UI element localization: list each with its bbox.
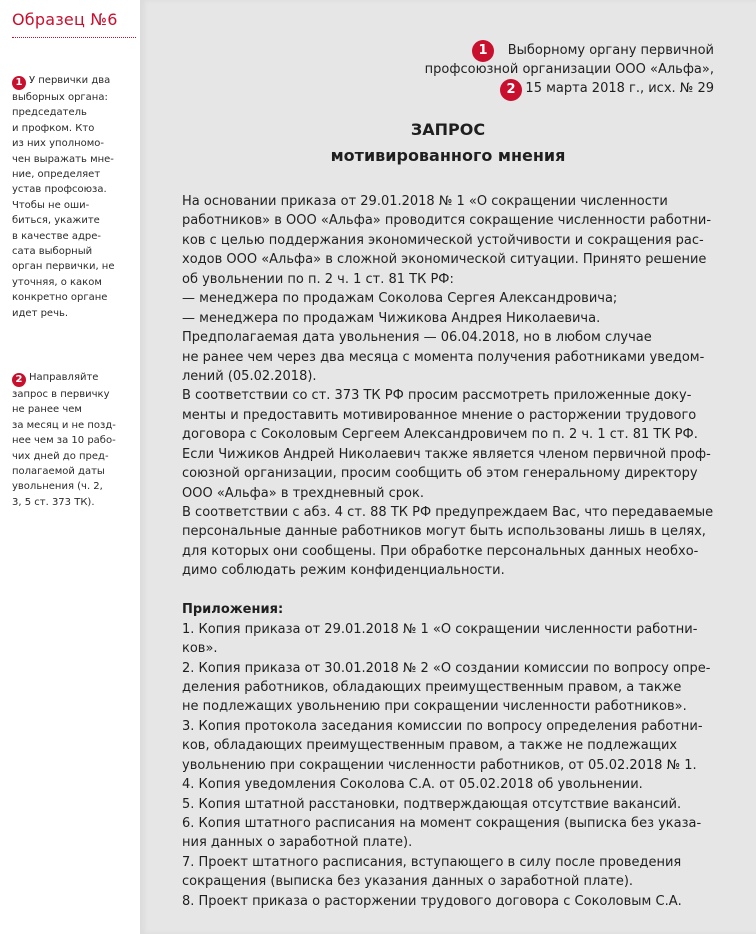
body-line: ходов ООО «Альфа» в сложной экономической ситуации. Принято решение bbox=[182, 252, 707, 268]
date-and-number: 15 марта 2018 г., исх. № 29 bbox=[525, 81, 714, 96]
body-line: — менеджера по продажам Чижикова Андрея Николаевича. bbox=[182, 310, 601, 326]
appendix-line: 5. Копия штатной расстановки, подтверждающая отсутствие вакансий. bbox=[182, 796, 682, 812]
note-2-first-line bbox=[12, 370, 134, 387]
body-line: работников» в ООО «Альфа» проводится сокращение численности работни- bbox=[182, 213, 712, 229]
body-line: союзной организации, просим сообщить об этом генеральному директору bbox=[182, 466, 698, 482]
appendix-line: 1. Копия приказа от 29.01.2018 № 1 «О сокращении численности работни- bbox=[182, 621, 698, 637]
appendix-line: 7. Проект штатного расписания, вступающего в силу после проведения bbox=[182, 854, 682, 870]
note-line: уточняя, о каком bbox=[12, 276, 102, 288]
note-number-badge: 1 bbox=[12, 76, 26, 90]
appendix-line: деления работников, обладающих преимущественным правом, а также bbox=[182, 679, 682, 695]
note-line: устав профсоюза. bbox=[12, 184, 107, 196]
note-line: нее чем за 10 рабо- bbox=[12, 435, 116, 447]
body-line: персональные данные работников могут быть использованы лишь в целях, bbox=[182, 524, 706, 540]
recipient-line-2: профсоюзной организации ООО «Альфа», bbox=[424, 62, 714, 77]
body-line: В соответствии с абз. 4 ст. 88 ТК РФ предупреждаем Вас, что передаваемые bbox=[182, 505, 714, 520]
body-line: договора с Соколовым Сергеем Александровичем по п. 2 ч. 1 ст. 81 ТК РФ. bbox=[182, 427, 698, 443]
body-line: ков с целью поддержания экономической устойчивости и сокращения рас- bbox=[182, 232, 704, 248]
note-line: увольнения (ч. 2, bbox=[12, 481, 103, 493]
body-line: — менеджера по продажам Соколова Сергея Александровича; bbox=[182, 291, 618, 307]
body-line: об увольнении по п. 2 ч. 1 ст. 81 ТК РФ: bbox=[182, 271, 454, 287]
note-2-text: Направляйте bbox=[29, 372, 99, 383]
note-number-badge: 2 bbox=[12, 373, 26, 387]
note-1-text: У первички два bbox=[29, 75, 111, 86]
body-line: Предполагаемая дата увольнения — 06.04.2018, но в любом случае bbox=[182, 330, 652, 346]
appendix-line: 8. Проект приказа о расторжении трудового договора с Соколовым С.А. bbox=[182, 893, 682, 909]
appendix-line: увольнению при сокращении численности работников, от 05.02.2018 № 1. bbox=[182, 757, 697, 773]
note-line: ние, определяет bbox=[12, 169, 101, 181]
note-line: чих дней до пред- bbox=[12, 450, 109, 462]
note-line: и профком. Кто bbox=[12, 122, 95, 134]
body-line: димо соблюдать режим конфиденциальности. bbox=[182, 563, 505, 579]
note-line: орган первички, не bbox=[12, 261, 115, 273]
appendix-line: сокращения (выписка без указания данных о заработной плате). bbox=[182, 874, 634, 890]
body-line: ООО «Альфа» в трехдневный срок. bbox=[182, 485, 424, 501]
note-line: в качестве адре- bbox=[12, 230, 101, 242]
recipient-line-1: Выборному органу первичной bbox=[507, 43, 714, 58]
body-line: лений (05.02.2018). bbox=[182, 368, 317, 384]
appendix-line: ков, обладающих преимущественным правом, а также не подлежащих bbox=[182, 738, 678, 754]
document-page bbox=[140, 0, 756, 934]
appendix-line: 2. Копия приказа от 30.01.2018 № 2 «О создании комиссии по вопросу опре- bbox=[182, 660, 711, 676]
appendix-line: 3. Копия протокола заседания комиссии по вопросу определения работни- bbox=[182, 718, 703, 734]
note-line: чен выражать мне- bbox=[12, 153, 114, 165]
body-line: Если Чижиков Андрей Николаевич также является членом первичной проф- bbox=[182, 446, 711, 462]
sidebar-notes bbox=[0, 0, 140, 934]
note-line: сата выборный bbox=[12, 246, 93, 258]
note-line: биться, укажите bbox=[12, 215, 100, 227]
note-line: конкретно органе bbox=[12, 292, 108, 304]
note-line: полагаемой даты bbox=[12, 466, 105, 478]
callout-badge-2: 2 bbox=[500, 79, 522, 101]
callout-badge-1: 1 bbox=[472, 40, 494, 62]
appendix-line: не подлежащих увольнению при сокращении численности работников». bbox=[182, 699, 687, 715]
note-line: 3, 5 ст. 373 ТК). bbox=[12, 496, 95, 508]
document-title: ЗАПРОС bbox=[410, 120, 486, 139]
blank-line bbox=[182, 581, 722, 600]
note-line: выборных органа: bbox=[12, 92, 108, 103]
document-body bbox=[182, 192, 722, 911]
note-line: за месяц и не позд- bbox=[12, 419, 116, 431]
appendix-line: ков». bbox=[182, 641, 218, 657]
note-line: из них уполномо- bbox=[12, 138, 105, 150]
document-subtitle: мотивированного мнения bbox=[330, 146, 566, 165]
note-line: не ранее чем bbox=[12, 404, 82, 416]
body-line: менты и предоставить мотивированное мнение о расторжении трудового bbox=[182, 407, 697, 423]
note-line: запрос в первичку bbox=[12, 389, 110, 400]
appendix-heading: Приложения: bbox=[182, 602, 284, 618]
appendix-line: 4. Копия уведомления Соколова С.А. от 05.02.2018 об увольнении. bbox=[182, 777, 643, 793]
note-1-first-line bbox=[12, 73, 134, 90]
note-2 bbox=[12, 370, 134, 510]
body-line: для которых они сообщены. При обработке персональных данных необхо- bbox=[182, 543, 699, 559]
note-line: председатель bbox=[12, 107, 87, 119]
appendix-line: 6. Копия штатного расписания на момент сокращения (выписка без указа- bbox=[182, 816, 702, 831]
note-1 bbox=[12, 73, 134, 321]
body-line: На основании приказа от 29.01.2018 № 1 «О сокращении численности bbox=[182, 194, 668, 209]
note-line: идет речь. bbox=[12, 307, 69, 319]
body-line: не ранее чем через два месяца с момента получения работниками уведом- bbox=[182, 349, 705, 365]
note-line: Чтобы не оши- bbox=[12, 199, 90, 211]
appendix-line: ния данных о заработной плате). bbox=[182, 835, 413, 851]
body-line: В соответствии со ст. 373 ТК РФ просим рассмотреть приложенные доку- bbox=[182, 388, 692, 404]
sample-title: Образец №6 bbox=[12, 10, 136, 38]
